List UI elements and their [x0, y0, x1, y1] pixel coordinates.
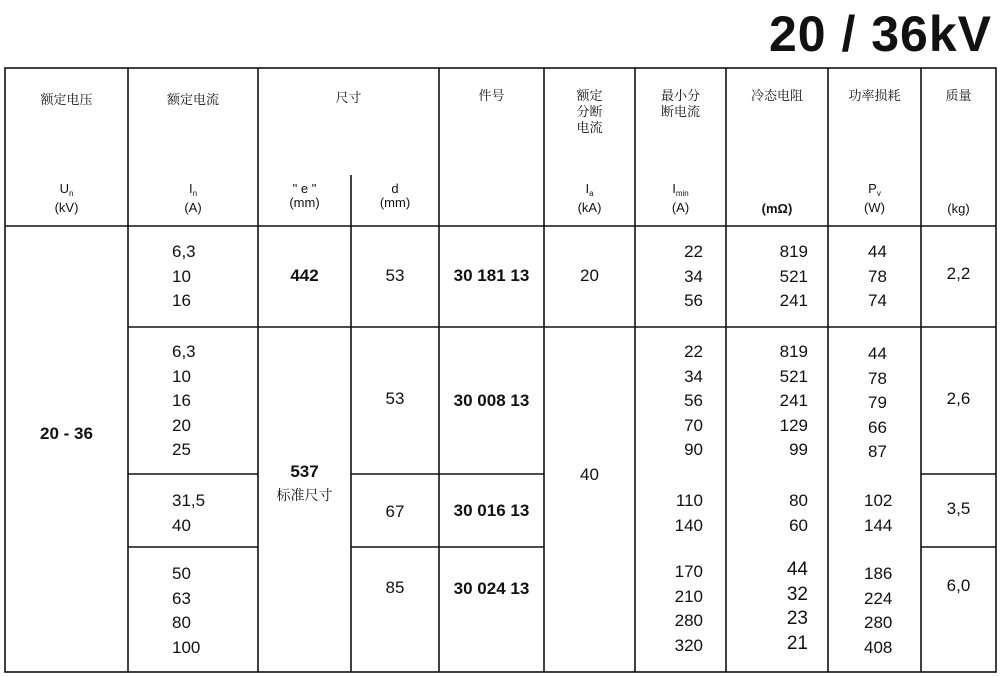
current-value: 10: [172, 266, 191, 286]
resistance-values: [726, 340, 808, 463]
current-value: 6,3: [172, 342, 196, 361]
power-values: [864, 562, 892, 660]
current-value: 10: [172, 366, 191, 386]
header-mass-label: 质量: [945, 88, 972, 103]
resistance-value: 129: [779, 415, 808, 435]
resistance-value: 241: [779, 291, 808, 310]
current-subscript: n: [192, 189, 198, 198]
mass-value: 3,5: [946, 499, 971, 518]
min-current-value: 320: [674, 635, 703, 655]
min-current-value: 22: [684, 242, 703, 261]
power-value: 224: [864, 588, 893, 608]
current-value: 16: [172, 291, 191, 310]
min-current-value: 140: [674, 515, 703, 535]
min-current-values: [635, 489, 703, 538]
d-value: 85: [385, 578, 405, 597]
current-values: [172, 240, 196, 314]
header-min-breaking-unit: [635, 182, 726, 215]
resistance-value: 521: [779, 366, 808, 386]
d-unit: (mm): [379, 195, 411, 210]
min-current-value: 90: [684, 440, 703, 459]
min-breaking-label-line: 断电流: [660, 104, 700, 119]
resistance-value: 60: [789, 515, 808, 535]
power-value: 102: [864, 491, 893, 510]
current-value: 50: [172, 564, 191, 583]
e-value: 442: [290, 266, 319, 285]
min-current-values: [635, 240, 703, 314]
min-current-values: [635, 340, 703, 463]
e-unit: (mm): [289, 195, 320, 210]
e-value-shared: 537: [290, 462, 319, 481]
part-number: 30 181 13: [453, 266, 530, 285]
d-value: 53: [385, 266, 405, 285]
breaking-label-line: 分断: [576, 104, 603, 119]
power-value: 87: [868, 442, 887, 461]
header-power-loss-label: 功率损耗: [848, 88, 901, 103]
min-breaking-label-line: 最小分: [660, 88, 700, 103]
header-dimensions-label: 尺寸: [335, 90, 362, 105]
resistance-value: 80: [789, 491, 808, 510]
power-value: 79: [868, 393, 887, 412]
resistance-values: [726, 489, 808, 538]
resistance-value: 819: [779, 242, 808, 261]
header-cold-resistance-label: 冷态电阻: [750, 88, 803, 103]
current-unit: (A): [184, 200, 202, 215]
header-min-breaking-label: [635, 88, 726, 120]
power-value: 280: [864, 613, 893, 632]
min-current-value: 210: [674, 586, 703, 606]
d-value: 53: [385, 389, 405, 408]
power-values: [868, 342, 887, 465]
header-power-loss-unit: [828, 182, 921, 215]
resistance-value: 44: [786, 559, 808, 580]
d-value: 67: [385, 502, 405, 521]
voltage-unit: (kV): [54, 200, 79, 215]
resistance-value: 521: [779, 266, 808, 286]
part-number: 30 024 13: [453, 579, 530, 598]
current-values: [172, 562, 200, 660]
page-title: 20 / 36kV: [768, 6, 992, 62]
power-value: 44: [868, 242, 887, 261]
power-value: 78: [868, 368, 887, 388]
part-number: 30 008 13: [453, 391, 530, 410]
breaking-label-line: 电流: [576, 120, 603, 135]
current-value: 80: [172, 613, 191, 632]
current-value: 100: [172, 637, 201, 657]
d-symbol: d: [391, 181, 399, 196]
resistance-values: [726, 558, 808, 656]
min-current-values: [635, 560, 703, 658]
header-voltage-label: 额定电压: [40, 92, 93, 107]
min-current-value: 56: [684, 391, 703, 410]
min-current-value: 56: [684, 291, 703, 310]
min-current-value: 70: [684, 415, 703, 435]
resistance-value: 32: [786, 583, 808, 605]
power-unit: (W): [864, 200, 885, 215]
header-current-unit: [128, 182, 258, 215]
part-number: 30 016 13: [453, 501, 530, 520]
current-value: 20: [172, 415, 191, 435]
mass-value: 6,0: [946, 576, 971, 595]
e-note: 标准尺寸: [276, 487, 333, 503]
current-symbol: I: [188, 181, 193, 196]
header-breaking-label: [544, 88, 635, 136]
resistance-value: 23: [786, 608, 808, 629]
header-cold-resistance-unit: (mΩ): [761, 201, 793, 216]
power-value: 44: [868, 344, 887, 363]
resistance-values: [726, 240, 808, 314]
min-current-value: 34: [684, 266, 703, 286]
min-current-value: 34: [684, 366, 703, 386]
power-value: 78: [868, 266, 887, 286]
power-value: 408: [864, 637, 893, 657]
mass-value: 2,2: [946, 264, 971, 283]
resistance-value: 241: [779, 391, 808, 410]
breaking-symbol: I: [585, 181, 590, 196]
header-part-no-label: 件号: [478, 88, 505, 103]
min-breaking-symbol: I: [672, 181, 676, 196]
current-value: 40: [172, 515, 191, 535]
header-d-unit: [351, 182, 439, 210]
breaking-unit: (kA): [577, 200, 602, 215]
min-breaking-subscript: min: [675, 189, 689, 198]
current-value: 6,3: [172, 242, 196, 261]
header-breaking-unit: [544, 182, 635, 215]
power-value: 66: [868, 417, 887, 437]
header-e-unit: [258, 182, 351, 210]
power-value: 186: [864, 564, 893, 583]
min-current-value: 170: [674, 562, 703, 581]
resistance-value: 21: [786, 632, 808, 654]
resistance-value: 99: [789, 440, 808, 459]
min-current-value: 110: [675, 491, 703, 510]
power-symbol: P: [868, 181, 877, 196]
power-values: [868, 240, 887, 314]
current-values: [172, 340, 196, 463]
header-current-label: 额定电流: [166, 92, 219, 107]
voltage-range: 20 - 36: [40, 424, 93, 443]
breaking-subscript: a: [589, 189, 594, 198]
current-values: [172, 489, 205, 538]
min-current-value: 22: [684, 342, 703, 361]
power-values: [864, 489, 892, 538]
current-value: 25: [172, 440, 191, 459]
power-value: 74: [868, 291, 887, 310]
mass-value: 2,6: [946, 389, 971, 408]
power-value: 144: [864, 515, 893, 535]
current-value: 63: [172, 588, 191, 608]
current-value: 16: [172, 391, 191, 410]
min-current-value: 280: [674, 611, 703, 630]
header-voltage-unit: [5, 182, 128, 215]
breaking-value: 20: [580, 266, 599, 285]
breaking-value-shared: 40: [580, 465, 599, 484]
voltage-symbol: U: [59, 181, 69, 196]
min-breaking-unit: (A): [671, 200, 690, 215]
current-value: 31,5: [172, 491, 206, 510]
power-subscript: v: [876, 189, 881, 198]
e-symbol: " e ": [292, 181, 317, 196]
resistance-value: 819: [779, 342, 808, 361]
header-mass-unit: (kg): [947, 201, 970, 216]
breaking-label-line: 额定: [576, 88, 603, 103]
voltage-subscript: n: [68, 189, 74, 198]
